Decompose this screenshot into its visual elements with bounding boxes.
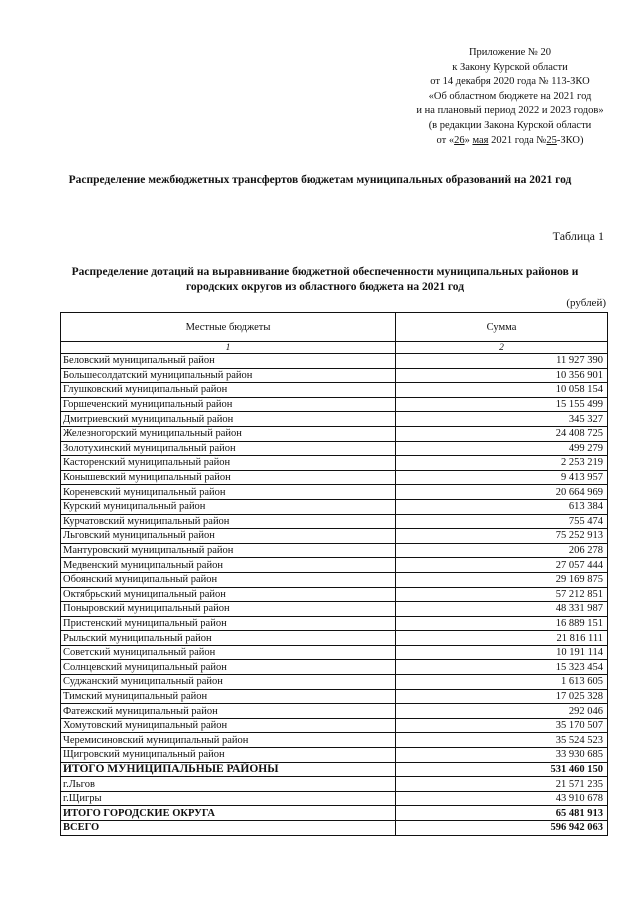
- sum-cell: 20 664 969: [396, 485, 608, 500]
- sum-cell: 21 816 111: [396, 631, 608, 646]
- date-year: 2021 года №: [488, 134, 547, 146]
- sum-cell: 499 279: [396, 441, 608, 456]
- table-row: [61, 572, 608, 587]
- budget-name-cell: ИТОГО ГОРОДСКИЕ ОКРУГА: [61, 806, 396, 821]
- table-row: [61, 587, 608, 602]
- sum-cell: 11 927 390: [396, 354, 608, 369]
- budget-name-cell: Конышевский муниципальный район: [61, 470, 396, 485]
- sum-cell: 596 942 063: [396, 821, 608, 836]
- appendix-line: (в редакции Закона Курской области: [428, 119, 592, 131]
- budget-name-cell: Большесолдатский муниципальный район: [61, 368, 396, 383]
- budget-name-cell: Касторенский муниципальный район: [61, 456, 396, 471]
- budget-name-cell: ИТОГО МУНИЦИПАЛЬНЫЕ РАЙОНЫ: [61, 762, 396, 777]
- budget-name-cell: Курчатовский муниципальный район: [61, 514, 396, 529]
- date-mid: »: [464, 134, 473, 146]
- table-row: [61, 456, 608, 471]
- budget-name-cell: Пристенский муниципальный район: [61, 616, 396, 631]
- column-header-sum: Сумма: [396, 313, 608, 342]
- budget-name-cell: г.Щигры: [61, 791, 396, 806]
- table-row: [61, 441, 608, 456]
- budget-name-cell: Дмитриевский муниципальный район: [61, 412, 396, 427]
- budget-name-cell: Октябрьский муниципальный район: [61, 587, 396, 602]
- table-body: [61, 354, 608, 836]
- table-row: [61, 762, 608, 777]
- table-label: Таблица 1: [552, 229, 604, 243]
- sum-cell: 9 413 957: [396, 470, 608, 485]
- budget-name-cell: Кореневский муниципальный район: [61, 485, 396, 500]
- table-row: [61, 558, 608, 573]
- appendix-line: к Закону Курской области: [452, 61, 568, 73]
- table-row: [61, 791, 608, 806]
- budget-name-cell: Фатежский муниципальный район: [61, 704, 396, 719]
- sum-cell: 65 481 913: [396, 806, 608, 821]
- table-row: [61, 806, 608, 821]
- appendix-date-line: [380, 134, 640, 149]
- sum-cell: 10 356 901: [396, 368, 608, 383]
- table-row: [61, 485, 608, 500]
- budget-name-cell: Щигровский муниципальный район: [61, 748, 396, 763]
- budget-name-cell: Рыльский муниципальный район: [61, 631, 396, 646]
- date-day: 26: [454, 134, 465, 146]
- sum-cell: 29 169 875: [396, 572, 608, 587]
- law-number: 25: [546, 134, 557, 146]
- table-row: [61, 718, 608, 733]
- table-row: [61, 660, 608, 675]
- sum-cell: 33 930 685: [396, 748, 608, 763]
- budget-name-cell: Льговский муниципальный район: [61, 529, 396, 544]
- table-row: [61, 543, 608, 558]
- column-index: 1: [61, 342, 396, 354]
- table-row: [61, 704, 608, 719]
- date-suffix: -ЗКО): [556, 134, 584, 146]
- column-index: 2: [396, 342, 608, 354]
- sum-cell: 17 025 328: [396, 689, 608, 704]
- table-row: [61, 383, 608, 398]
- table-row: [61, 689, 608, 704]
- sum-cell: 57 212 851: [396, 587, 608, 602]
- budget-name-cell: Беловский муниципальный район: [61, 354, 396, 369]
- sum-cell: 15 323 454: [396, 660, 608, 675]
- sum-cell: 10 191 114: [396, 645, 608, 660]
- appendix-line: от 14 декабря 2020 года № 113-ЗКО: [430, 76, 590, 88]
- budget-name-cell: Советский муниципальный район: [61, 645, 396, 660]
- table-row: [61, 354, 608, 369]
- table-row: [61, 397, 608, 412]
- table-row: [61, 602, 608, 617]
- sum-cell: 10 058 154: [396, 383, 608, 398]
- budget-name-cell: Горшеченский муниципальный район: [61, 397, 396, 412]
- table-row: [61, 514, 608, 529]
- column-header-budgets: Местные бюджеты: [61, 313, 396, 342]
- sum-cell: 48 331 987: [396, 602, 608, 617]
- table-row: [61, 777, 608, 792]
- appendix-line: «Об областном бюджете на 2021 год: [428, 90, 592, 102]
- table-row: [61, 675, 608, 690]
- table-row: [61, 748, 608, 763]
- sum-cell: 345 327: [396, 412, 608, 427]
- sum-cell: 21 571 235: [396, 777, 608, 792]
- subsidy-table: [60, 312, 608, 836]
- budget-name-cell: ВСЕГО: [61, 821, 396, 836]
- budget-name-cell: Обоянский муниципальный район: [61, 572, 396, 587]
- table-row: [61, 733, 608, 748]
- budget-name-cell: Медвенский муниципальный район: [61, 558, 396, 573]
- budget-name-cell: Суджанский муниципальный район: [61, 675, 396, 690]
- table-row: [61, 821, 608, 836]
- sum-cell: 531 460 150: [396, 762, 608, 777]
- document-title: Распределение межбюджетных трансфертов бюджетам муниципальных образований на 2021 год: [68, 174, 572, 186]
- table-row: [61, 631, 608, 646]
- table-title: [60, 265, 590, 295]
- sum-cell: 15 155 499: [396, 397, 608, 412]
- appendix-block: [380, 46, 640, 148]
- table-title-line: Распределение дотаций на выравнивание бюджетной обеспеченности муниципальных районов и: [71, 266, 579, 278]
- budget-name-cell: Золотухинский муниципальный район: [61, 441, 396, 456]
- sum-cell: 43 910 678: [396, 791, 608, 806]
- date-month: мая: [472, 134, 489, 146]
- table-row: [61, 412, 608, 427]
- budget-name-cell: г.Льгов: [61, 777, 396, 792]
- table-title-line: городских округов из областного бюджета на 2021 год: [185, 281, 465, 293]
- budget-name-cell: Солнцевский муниципальный район: [61, 660, 396, 675]
- budget-name-cell: Поныровский муниципальный район: [61, 602, 396, 617]
- sum-cell: 24 408 725: [396, 426, 608, 441]
- table-row: [61, 470, 608, 485]
- sum-cell: 27 057 444: [396, 558, 608, 573]
- sum-cell: 1 613 605: [396, 675, 608, 690]
- sum-cell: 35 524 523: [396, 733, 608, 748]
- table-row: [61, 529, 608, 544]
- budget-name-cell: Черемисиновский муниципальный район: [61, 733, 396, 748]
- budget-name-cell: Курский муниципальный район: [61, 499, 396, 514]
- table-row: [61, 616, 608, 631]
- appendix-line: Приложение № 20: [468, 47, 552, 58]
- sum-cell: 206 278: [396, 543, 608, 558]
- budget-name-cell: Железногорский муниципальный район: [61, 426, 396, 441]
- sum-cell: 75 252 913: [396, 529, 608, 544]
- budget-name-cell: Глушковский муниципальный район: [61, 383, 396, 398]
- appendix-line: и на плановый период 2022 и 2023 годов»: [416, 105, 604, 117]
- sum-cell: 2 253 219: [396, 456, 608, 471]
- table-row: [61, 368, 608, 383]
- table-row: [61, 645, 608, 660]
- date-prefix: от «: [436, 134, 455, 146]
- budget-name-cell: Тимский муниципальный район: [61, 689, 396, 704]
- table-row: [61, 426, 608, 441]
- table-row: [61, 499, 608, 514]
- budget-name-cell: Хомутовский муниципальный район: [61, 718, 396, 733]
- sum-cell: 755 474: [396, 514, 608, 529]
- units-label: (рублей): [566, 297, 606, 309]
- sum-cell: 613 384: [396, 499, 608, 514]
- sum-cell: 16 889 151: [396, 616, 608, 631]
- budget-name-cell: Мантуровский муниципальный район: [61, 543, 396, 558]
- sum-cell: 292 046: [396, 704, 608, 719]
- sum-cell: 35 170 507: [396, 718, 608, 733]
